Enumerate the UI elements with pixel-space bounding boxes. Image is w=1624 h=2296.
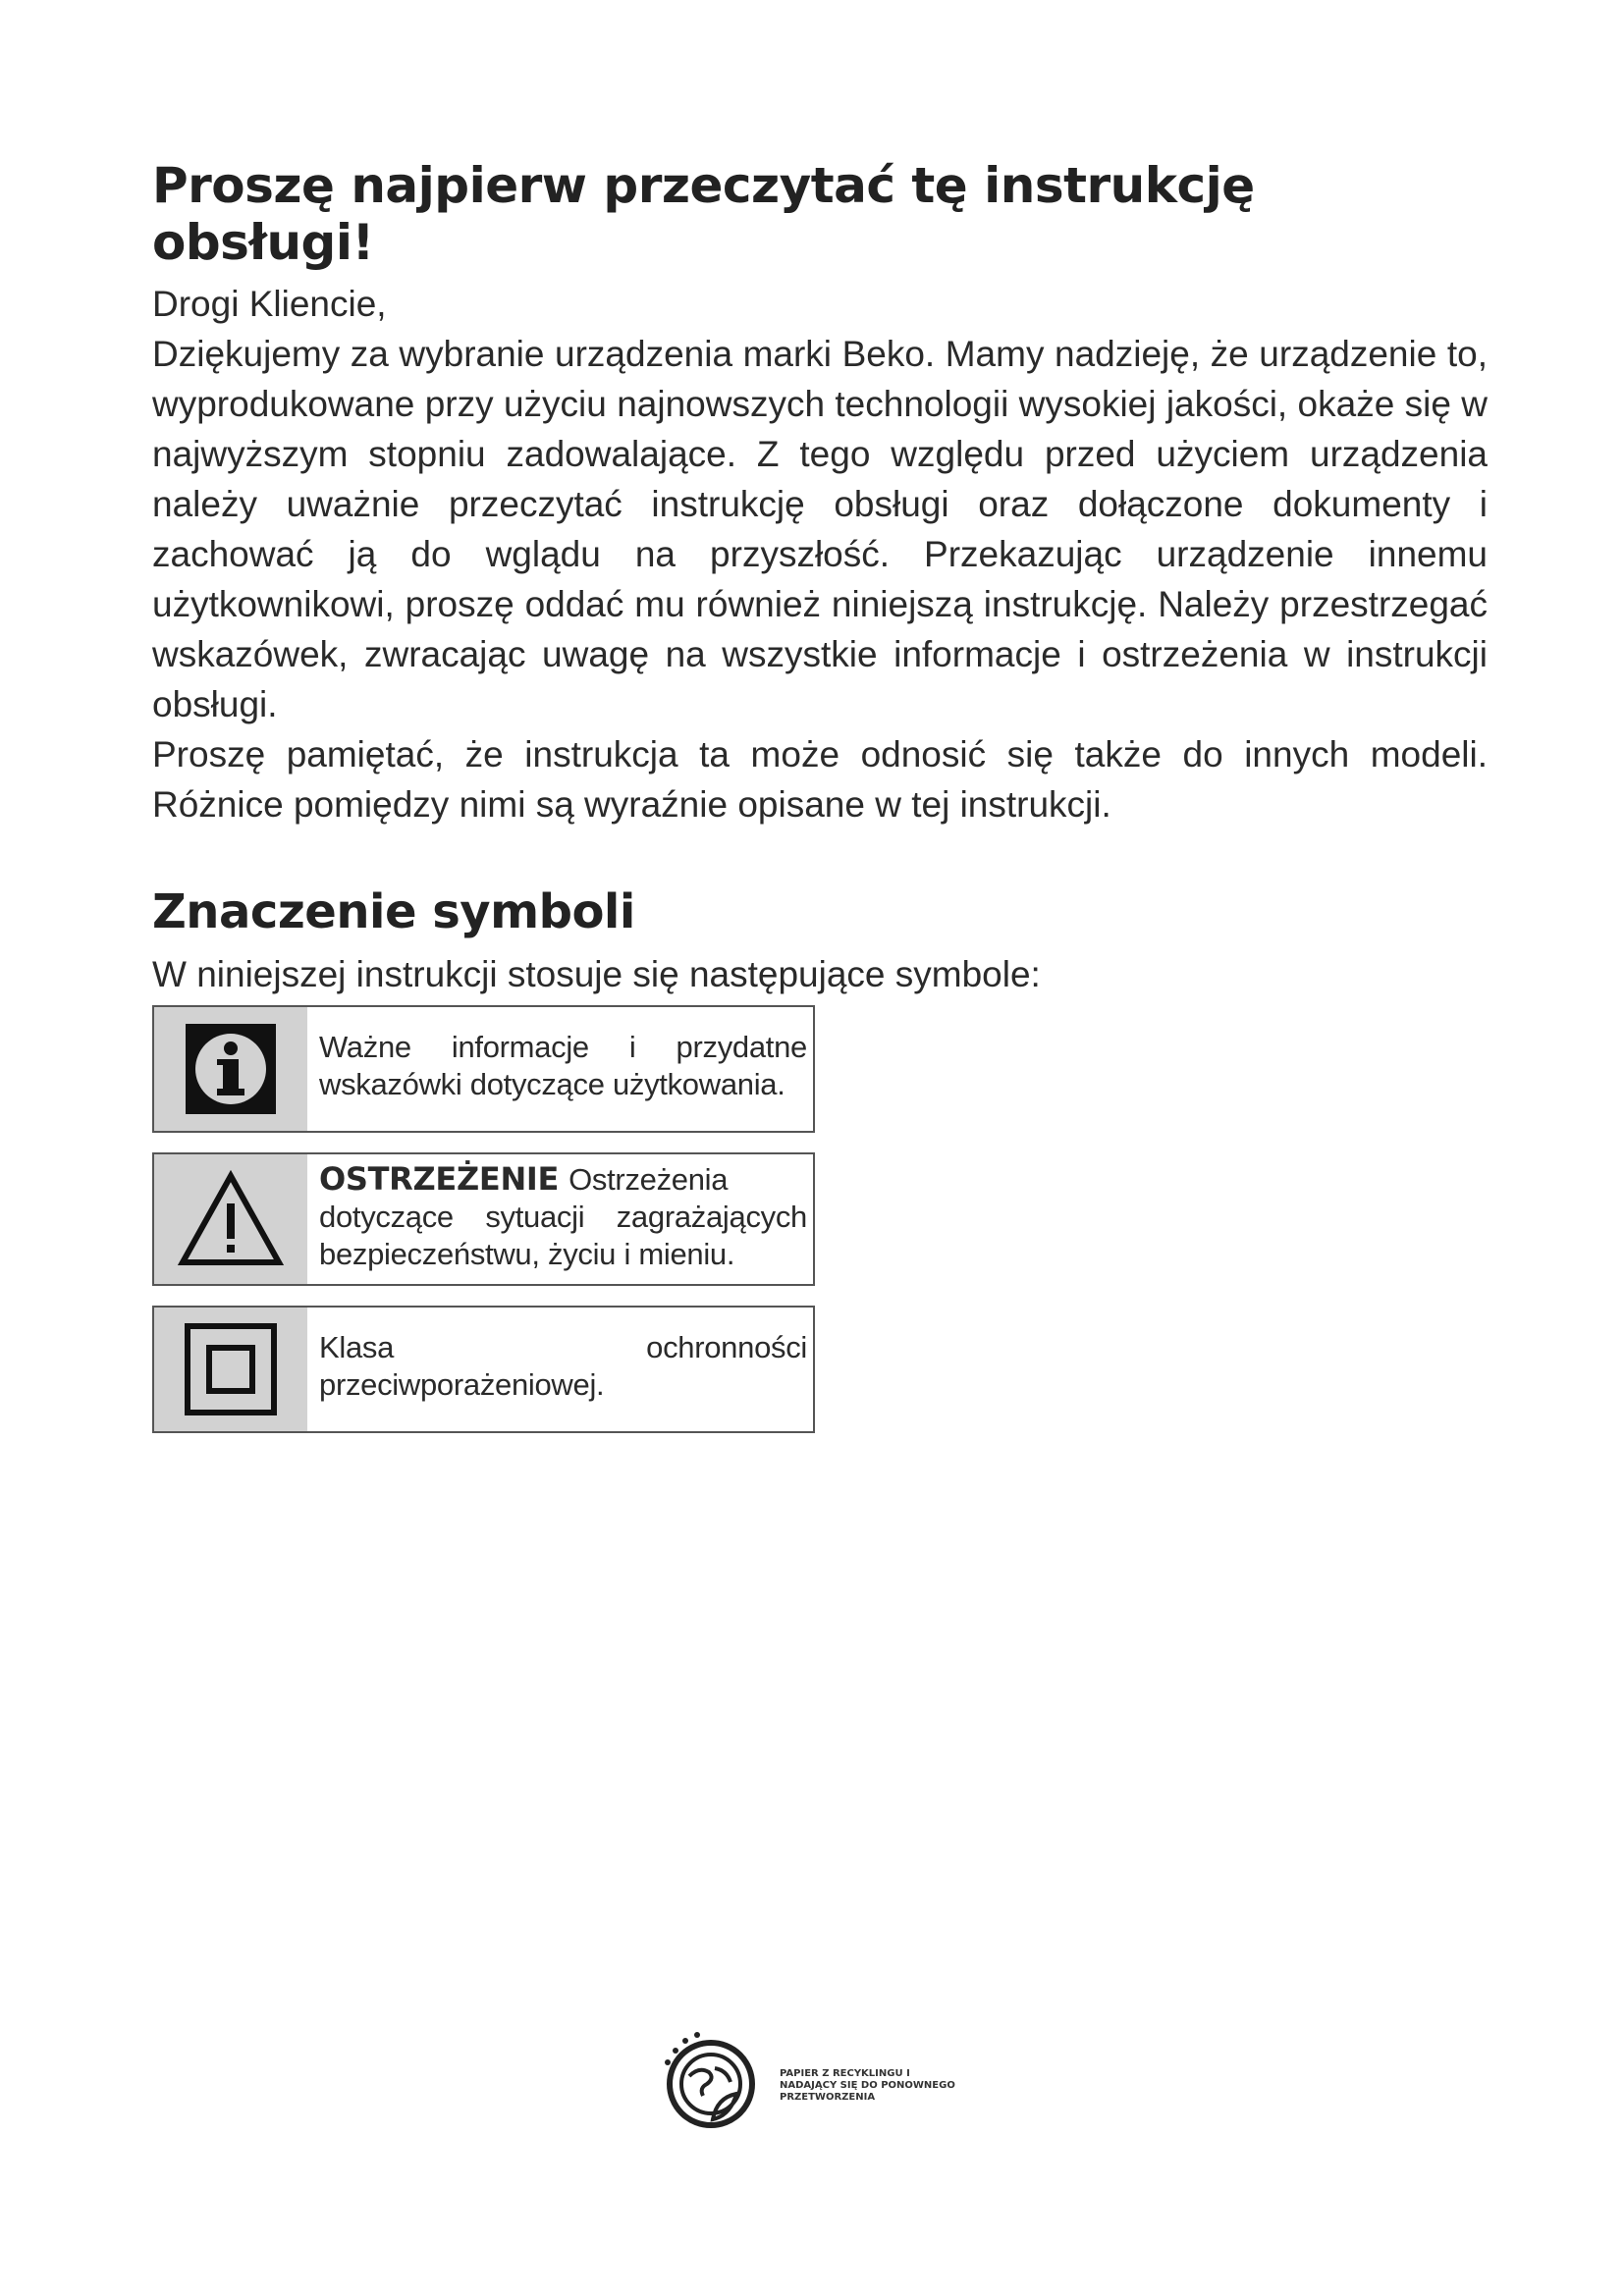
recycle-text-line3: PRZETWORZENIA [780, 2092, 876, 2103]
symbol-warning-text [307, 1154, 813, 1284]
intro-paragraph: Dziękujemy za wybranie urządzenia marki Beko. Mamy nadzieję, że urządzenie to, wyprodukowane przy użyciu najnowszych technologii wysokiej jakości, okaże się w najwyższym stopniu zadowalające. Z tego względu przed użyciem urządzenia należy uważnie przeczytać instrukcję obsługi oraz dołączone dokumenty i zachować ją do wglądu na przyszłość. Przekazując urządzenie innemu użytkownikowi, proszę oddać mu również niniejszą instrukcję. Należy przestrzegać wskazówek, zwracając uwagę na wszystkie informacje i ostrzeżenia w instrukcji obsługi. [152, 334, 1488, 724]
symbol-info-text: Ważne informacje i przydatne wskazówki dotyczące użytkowania. [319, 1030, 807, 1101]
recycle-badge [656, 2022, 990, 2150]
symbol-row-insulation [152, 1306, 815, 1433]
double-insulation-icon [154, 1308, 307, 1431]
recycle-text-line2: NADAJĄCY SIĘ DO PONOWNEGO [780, 2080, 955, 2091]
page-content [152, 157, 1488, 1453]
info-icon [154, 1007, 307, 1131]
symbols-list [152, 1005, 815, 1433]
symbol-row-warning [152, 1152, 815, 1286]
symbols-heading: Znaczenie symboli [152, 884, 635, 939]
symbol-row-info [152, 1005, 815, 1133]
warning-label: OSTRZEŻENIE [319, 1160, 560, 1198]
page-title: Proszę najpierw przeczytać tę instrukcję obsługi! [152, 157, 1255, 271]
symbol-insulation-text: Klasa ochronności przeciwporażeniowej. [319, 1330, 807, 1402]
warning-triangle-icon [154, 1154, 307, 1284]
symbols-lead: W niniejszej instrukcji stosuje się następujące symbole: [152, 954, 1041, 994]
models-note-paragraph: Proszę pamiętać, że instrukcja ta może odnosić się także do innych modeli. Różnice pomiędzy nimi są wyraźnie opisane w tej instrukcji. [152, 734, 1488, 825]
recycle-text [780, 2068, 990, 2104]
recycle-globe-icon [656, 2029, 766, 2144]
recycle-text-line1: PAPIER Z RECYKLINGU I [780, 2068, 910, 2079]
warning-description: Ostrzeżenia dotyczące sytuacji zagrażających bezpieczeństwu, życiu i mieniu. [319, 1162, 807, 1271]
greeting: Drogi Kliencie, [152, 284, 387, 324]
